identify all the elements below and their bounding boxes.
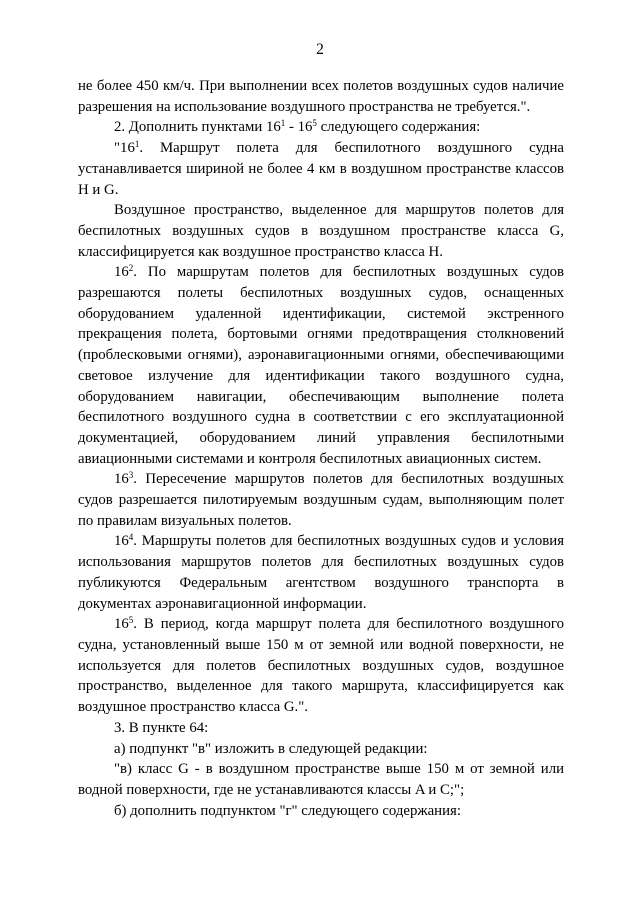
paragraph-text: а) подпункт "в" изложить в следующей редакции:: [114, 740, 428, 757]
superscript: 3: [128, 470, 134, 481]
paragraph-airspace: [78, 200, 564, 262]
paragraph-lead: 16: [114, 616, 129, 633]
paragraph-class-g: [78, 759, 564, 800]
paragraph-lead: 16: [114, 264, 129, 281]
document-body: [78, 76, 564, 821]
paragraph-text: . Маршруты полетов для беспилотных воздушных судов и условия использования маршрутов полетов для беспилотных воздушных судов публикуются Федеральным агентством воздушного транспорта в документах аэронавигационной информации.: [78, 533, 564, 612]
paragraph-lead: 2. Дополнить пунктами 16: [114, 119, 281, 136]
superscript: 5: [312, 118, 317, 129]
superscript: 5: [128, 615, 134, 626]
paragraph-text: следующего содержания:: [316, 119, 481, 136]
paragraph-subitem-a: [78, 739, 564, 760]
paragraph-item-3: [78, 718, 564, 739]
paragraph-item-16-4: [78, 531, 564, 614]
paragraph-text: "в) класс G - в воздушном пространстве выше 150 м от земной или водной поверхности, где не устанавливаются классы A и C;";: [78, 761, 564, 798]
paragraph-subitem-b: [78, 801, 564, 822]
paragraph-item-2: [78, 117, 564, 138]
paragraph-text: . По маршрутам полетов для беспилотных воздушных судов разрешаются полеты беспилотных воздушных судов, оснащенных оборудованием удаленной идентификации, системой экстренного прекращения полета, бортовыми огнями предотвращения столкновений (проблесковыми огнями), аэронавигационными огнями, обеспечивающими световое излучение для идентификации такого воздушного судна, оборудованием навигации, обеспечивающим выполнение полета беспилотного воздушного судна в соответствии с его эксплуатационной документацией, оборудованием линий управления беспилотными авиационными системами и контроля беспилотных авиационных систем.: [78, 264, 564, 467]
paragraph-item-16-3: [78, 469, 564, 531]
superscript: 2: [128, 263, 134, 274]
paragraph-text: . Пересечение маршрутов полетов для беспилотных воздушных судов разрешается пилотируемым воздушным судам, выполняющим полет по правилам визуальных полетов.: [78, 471, 564, 529]
paragraph-text: не более 450 км/ч. При выполнении всех полетов воздушных судов наличие разрешения на использование воздушного пространства не требуется.".: [78, 78, 564, 115]
paragraph-lead: 16: [114, 533, 129, 550]
paragraph-item-16-1: [78, 138, 564, 200]
paragraph-text: . В период, когда маршрут полета для беспилотного воздушного судна, установленный выше 150 м от земной или водной поверхности, не используется для полетов беспилотных воздушных судов, воздушное пространство, выделенное для такого маршрута, классифицируется как воздушное пространство класса G.".: [78, 616, 564, 716]
paragraph-text: б) дополнить подпунктом "г" следующего содержания:: [114, 802, 461, 819]
paragraph-continuation: [78, 76, 564, 117]
superscript: 1: [134, 139, 140, 150]
paragraph-text: . Маршрут полета для беспилотного воздушного судна устанавливается шириной не более 4 км в воздушном пространстве классов H и G.: [78, 140, 564, 198]
superscript: 4: [128, 532, 134, 543]
superscript: 1: [280, 118, 286, 129]
paragraph-lead: "16: [114, 140, 135, 157]
paragraph-mid: - 16: [285, 119, 313, 136]
paragraph-item-16-2: [78, 262, 564, 469]
paragraph-item-16-5: [78, 614, 564, 718]
paragraph-lead: 16: [114, 471, 129, 488]
page-number: 2: [316, 41, 324, 58]
paragraph-text: 3. В пункте 64:: [114, 719, 209, 736]
paragraph-text: Воздушное пространство, выделенное для маршрутов полетов для беспилотных воздушных судов в воздушном пространстве класса G, классифицируется как воздушное пространство класса H.: [78, 202, 564, 260]
